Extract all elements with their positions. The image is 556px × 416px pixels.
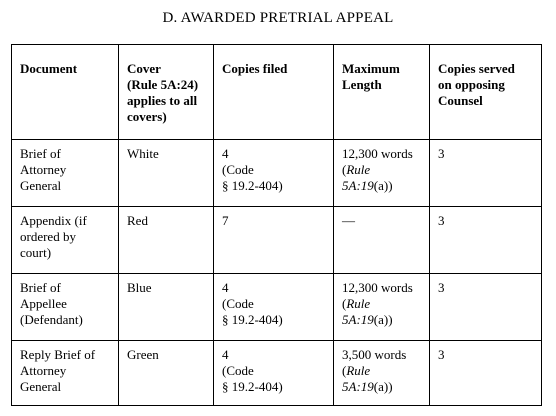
- cell-document: Brief of Attorney General: [12, 140, 119, 207]
- cell-document: Reply Brief of Attorney General: [12, 341, 119, 406]
- table-header-row: [12, 45, 542, 140]
- rule-citation-ref: 5A:19(a)): [342, 379, 393, 394]
- cell-document: Appendix (if ordered by court): [12, 207, 119, 274]
- header-maximum-length: Maximum Length: [334, 45, 430, 140]
- header-copies-filed: Copies filed: [214, 45, 334, 140]
- cell-copies-served: 3: [430, 207, 542, 274]
- header-cover: Cover (Rule 5A:24) applies to all covers): [119, 45, 214, 140]
- cell-max-length: —: [334, 207, 430, 274]
- rule-citation-ref: 5A:19(a)): [342, 312, 393, 327]
- page-title: D. AWARDED PRETRIAL APPEAL: [162, 10, 394, 26]
- filing-requirements-table: [11, 44, 542, 406]
- cell-cover: Blue: [119, 274, 214, 341]
- table-row: [12, 341, 542, 406]
- cell-copies-filed: 4 (Code § 19.2-404): [214, 140, 334, 207]
- cell-max-length: 12,300 words (Rule 5A:19(a)): [334, 140, 430, 207]
- table-row: [12, 274, 542, 341]
- cell-copies-served: 3: [430, 274, 542, 341]
- cell-cover: White: [119, 140, 214, 207]
- header-document: Document: [12, 45, 119, 140]
- rule-citation: (Rule: [342, 162, 371, 177]
- rule-citation-ref: 5A:19(a)): [342, 178, 393, 193]
- table-row: [12, 140, 542, 207]
- cell-cover: Red: [119, 207, 214, 274]
- cell-copies-served: 3: [430, 140, 542, 207]
- cell-document: Brief of Appellee (Defendant): [12, 274, 119, 341]
- rule-citation: (Rule: [342, 363, 371, 378]
- table-row: [12, 207, 542, 274]
- header-copies-served: Copies served on opposing Counsel: [430, 45, 542, 140]
- rule-citation: (Rule: [342, 296, 371, 311]
- cell-copies-filed: 7: [214, 207, 334, 274]
- cell-max-length: 3,500 words (Rule 5A:19(a)): [334, 341, 430, 406]
- cell-max-length: 12,300 words (Rule 5A:19(a)): [334, 274, 430, 341]
- cell-copies-served: 3: [430, 341, 542, 406]
- cell-copies-filed: 4 (Code § 19.2-404): [214, 341, 334, 406]
- cell-cover: Green: [119, 341, 214, 406]
- cell-copies-filed: 4 (Code § 19.2-404): [214, 274, 334, 341]
